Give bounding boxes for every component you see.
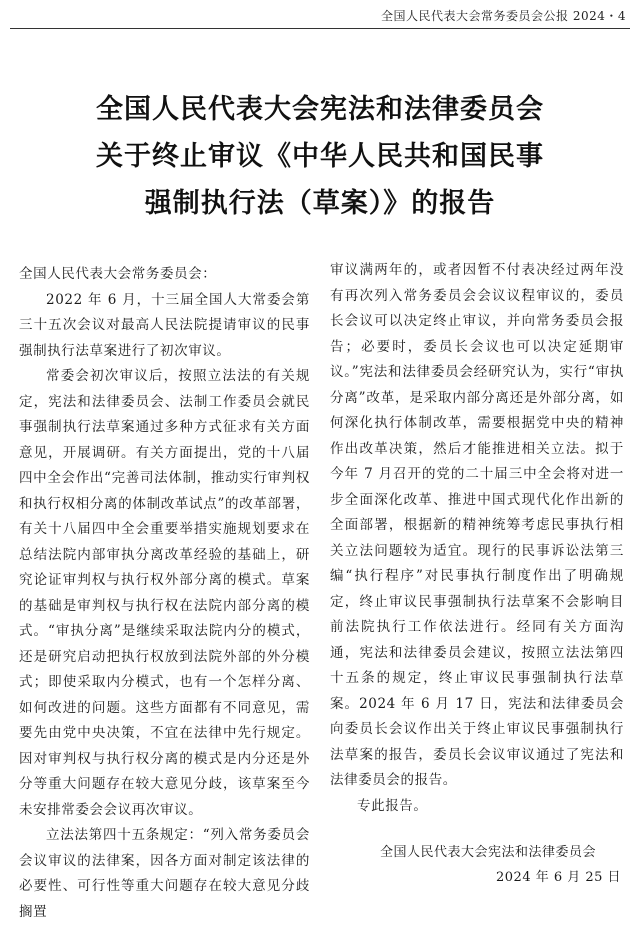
right-column <box>330 258 624 819</box>
report-title <box>0 86 640 227</box>
paragraph-3-start: 立法法第四十五条规定：“列入常务委员会会议审议的法律案，因各方面对制定该法律的必要性、可行性等重大问题存在较大意见分歧搁置 <box>19 827 310 920</box>
paragraph-1: 2022 年 6 月，十三届全国人大常委会第三十五次会议对最高人民法院提请审议的民事强制执行法草案进行了初次审议。 <box>19 291 310 359</box>
salutation: 全国人民代表大会常务委员会： <box>19 266 217 282</box>
left-column <box>19 262 310 925</box>
closing-line: 专此报告。 <box>357 797 428 814</box>
title-line-3: 强制执行法（草案）》的报告 <box>144 188 496 219</box>
title-line-1: 全国人民代表大会宪法和法律委员会 <box>96 94 544 125</box>
header-divider <box>10 28 630 29</box>
title-line-2: 关于终止审议《中华人民共和国民事 <box>96 141 544 172</box>
signature-date: 2024 年 6 月 25 日 <box>496 870 622 885</box>
gazette-header: 全国人民代表大会常务委员会公报 2024・4 <box>381 9 626 23</box>
paragraph-3-continued: 审议满两年的，或者因暂不付表决经过两年没有再次列入常务委员会会议议程审议的，委员长会议可以决定终止审议，并向常务委员会报告；必要时，委员长会议也可以决定延期审议。”宪法和法律委员会经研究认为，实行“审执分离”改革，是采取内部分离还是外部分离，如何深化执行体制改革，需要根据党中央的精神作出改革决策，然后才能推进相关立法。拟于今年 7 月召开的党的二十届三中全会将对进一步全面深化改革、推进中国式现代化作出新的全面部署，根据新的精神统筹考虑民事执行相关立法问题较为适宜。现行的民事诉讼法第三编“执行程序”对民事执行制度作出了明确规定，终止审议民事强制执行法草案不会影响目前法院执行工作依法进行。经同有关方面沟通，宪法和法律委员会建议，按照立法法第四十五条的规定，终止审议民事强制执行法草案。2024 年 6 月 17 日，宪法和法律委员会向委员长会议作出关于终止审议民事强制执行法草案的报告，委员长会议审议通过了宪法和法律委员会的报告。 <box>330 262 624 788</box>
paragraph-2: 常委会初次审议后，按照立法法的有关规定，宪法和法律委员会、法制工作委员会就民事强制执行法草案通过多种方式征求有关方面意见，开展调研。有关方面提出，党的十八届四中全会作出“完善司法体制，推动实行审判权和执行权相分离的体制改革试点”的改革部署，有关十八届四中全会重要举措实施规划要求在总结法院内部审执分离改革经验的基础上，研究论证审判权与执行权外部分离的模式。草案的基础是审判权与执行权在法院内部分离的模式。“审执分离”是继续采取法院内分的模式，还是研究启动把执行权放到法院外部的外分模式；即使采取内分模式，也有一个怎样分离、如何改进的问题。这些方面都有不同意见，需要先由党中央决策，不宜在法律中先行规定。因对审判权与执行权分离的模式是内分还是外分等重大问题存在较大意见分歧，该草案至今未安排常委会会议再次审议。 <box>19 368 310 818</box>
signature-organization: 全国人民代表大会宪法和法律委员会 <box>380 845 597 860</box>
